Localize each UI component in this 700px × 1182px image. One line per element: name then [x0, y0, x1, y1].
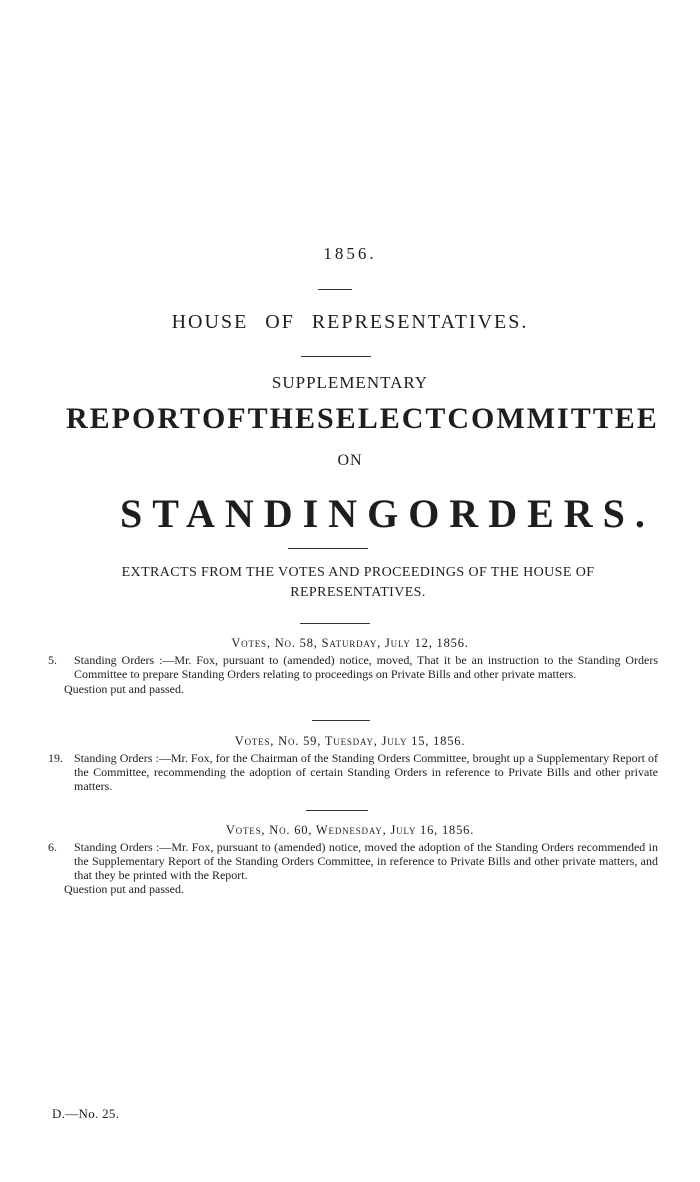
divider [301, 356, 371, 357]
entry-text: Standing Orders :—Mr. Fox, for the Chairman of the Standing Orders Committee, brought up a Supplementary Report of the Committee, recommending the adoption of certain Standing Orders in reference to Private Bills and other private matters. [74, 751, 658, 793]
standing-word: STANDING [120, 491, 409, 536]
entry-number: 5. [48, 653, 57, 667]
supplementary-heading: SUPPLEMENTARY [271, 373, 429, 392]
entry-number: 6. [48, 840, 57, 854]
entry-closing: Question put and passed. [64, 681, 184, 696]
year-heading: 1856. [323, 244, 377, 263]
divider [312, 720, 370, 721]
report-title-word: REPORT [66, 402, 202, 435]
orders-word: ORDERS. [408, 491, 655, 536]
divider [288, 548, 368, 549]
entry-text: Standing Orders :—Mr. Fox, pursuant to (amended) notice, moved the adoption of the Standing Orders recommended in the Supplementary Report of the Standing Orders Committee, in reference to Private Bills and other private matters, and that they be printed with the Report. [74, 840, 658, 882]
vote-heading: Votes, No. 59, Tuesday, July 15, 1856. [234, 734, 466, 748]
on-heading: ON [337, 452, 363, 469]
report-title-word: THE [247, 402, 317, 435]
divider [318, 289, 352, 290]
vote-entry [48, 752, 658, 793]
house-heading: HOUSE OF REPRESENTATIVES. [171, 311, 529, 333]
report-title-word: COMMITTEE [447, 402, 659, 435]
entry-number: 19. [48, 751, 63, 765]
entry-closing: Question put and passed. [64, 882, 184, 897]
divider [300, 623, 370, 624]
standing-orders-title [120, 490, 655, 537]
divider [306, 810, 368, 811]
vote-heading: Votes, No. 58, Saturday, July 12, 1856. [231, 636, 469, 650]
report-title-word: OF [201, 402, 248, 435]
vote-heading: Votes, No. 60, Wednesday, July 16, 1856. [225, 823, 475, 837]
document-reference: D.—No. 25. [52, 1106, 120, 1121]
extracts-title: EXTRACTS FROM THE VOTES AND PROCEEDINGS OF THE HOUSE OF REPRESENTATIVES. [121, 565, 595, 600]
report-title [66, 402, 659, 436]
vote-entry [48, 654, 658, 696]
entry-text: Standing Orders :—Mr. Fox, pursuant to (amended) notice, moved, That it be an instruction to the Standing Orders Committee to prepare Standing Orders relating to proceedings on Private Bills and other private matters. [74, 653, 658, 681]
vote-entry [48, 841, 658, 897]
report-title-word: SELECT [317, 402, 448, 435]
